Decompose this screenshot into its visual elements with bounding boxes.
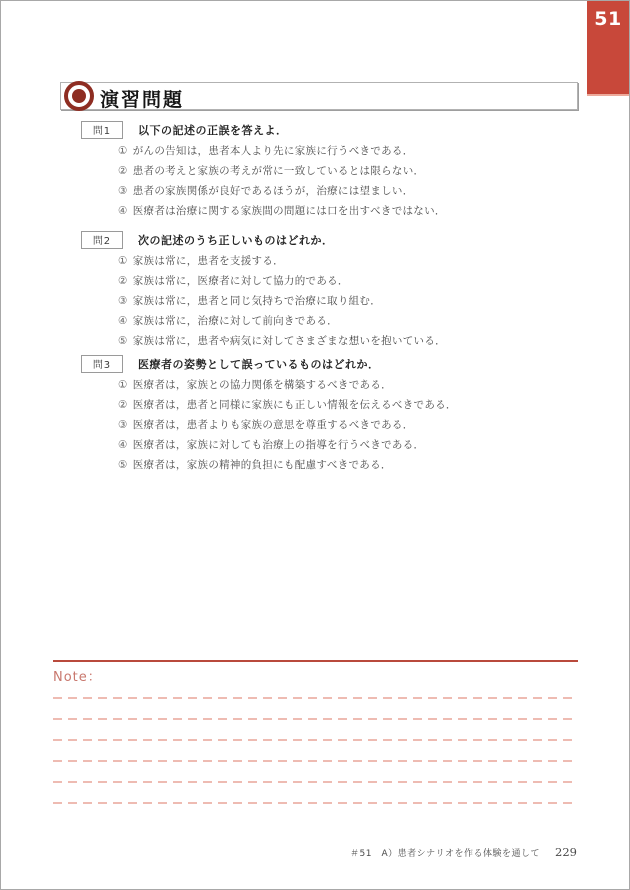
option-text: 医療者は，家族の精神的負担にも配慮すべきである． — [132, 459, 392, 471]
note-section — [53, 660, 578, 823]
option-item — [118, 331, 581, 351]
chapter-number-tab — [587, 1, 629, 96]
option-text: 医療者は，家族との協力関係を構築するべきである． — [132, 379, 392, 391]
option-number: ⑤ — [118, 335, 128, 347]
option-item — [118, 291, 581, 311]
option-item — [118, 141, 581, 161]
question-prompt: 医療者の姿勢として誤っているものはどれか． — [138, 357, 380, 371]
note-line — [53, 781, 578, 783]
option-number: ④ — [118, 439, 128, 451]
option-item — [118, 161, 581, 181]
section-header — [60, 82, 578, 110]
option-item — [118, 311, 581, 331]
option-text: 医療者は，家族に対しても治療上の指導を行うべきである． — [132, 439, 425, 451]
option-number: ① — [118, 379, 128, 391]
question-prompt: 次の記述のうち正しいものはどれか． — [138, 233, 334, 247]
note-line — [53, 718, 578, 720]
option-text: 家族は常に，治療に対して前向きである． — [132, 315, 338, 327]
note-line — [53, 760, 578, 762]
option-number: ④ — [118, 205, 128, 217]
option-number: ② — [118, 275, 128, 287]
option-text: 家族は常に，患者と同じ気持ちで治療に取り組む． — [132, 295, 382, 307]
option-number: ① — [118, 255, 128, 267]
option-text: 家族は常に，医療者に対して協力的である． — [132, 275, 349, 287]
question-block-2 — [81, 230, 581, 351]
option-item — [118, 375, 581, 395]
option-item — [118, 435, 581, 455]
option-item — [118, 271, 581, 291]
question-block-3 — [81, 354, 581, 475]
page-footer — [350, 845, 577, 859]
note-writing-lines — [53, 697, 578, 804]
option-list — [118, 375, 581, 475]
option-text: 医療者は治療に関する家族間の問題には口を出すべきではない． — [132, 205, 446, 217]
note-top-rule — [53, 660, 578, 662]
note-line — [53, 802, 578, 804]
footer-caption: ＃51 A）患者シナリオを作る体験を通して — [350, 849, 541, 859]
option-number: ③ — [118, 185, 128, 197]
option-item — [118, 201, 581, 221]
option-list — [118, 141, 581, 221]
option-item — [118, 415, 581, 435]
option-text: 患者の考えと家族の考えが常に一致しているとは限らない． — [132, 165, 425, 177]
question-label: 問1 — [81, 121, 123, 139]
option-list — [118, 251, 581, 351]
question-block-1 — [81, 120, 581, 221]
bullseye-icon — [64, 81, 94, 111]
option-number: ② — [118, 399, 128, 411]
section-title: 演習問題 — [100, 89, 185, 111]
option-number: ① — [118, 145, 128, 157]
option-text: 医療者は，患者よりも家族の意思を尊重するべきである． — [132, 419, 414, 431]
option-item — [118, 251, 581, 271]
option-number: ④ — [118, 315, 128, 327]
option-number: ③ — [118, 419, 128, 431]
question-prompt: 以下の記述の正誤を答えよ． — [138, 123, 288, 137]
option-item — [118, 395, 581, 415]
question-label: 問2 — [81, 231, 123, 249]
option-text: 家族は常に，患者を支援する． — [132, 255, 284, 267]
note-line — [53, 697, 578, 699]
option-number: ② — [118, 165, 128, 177]
option-item — [118, 181, 581, 201]
option-text: 医療者は，患者と同様に家族にも正しい情報を伝えるべきである． — [132, 399, 457, 411]
option-text: 患者の家族関係が良好であるほうが，治療には望ましい． — [132, 185, 414, 197]
option-number: ⑤ — [118, 459, 128, 471]
question-label: 問3 — [81, 355, 123, 373]
option-text: がんの告知は，患者本人より先に家族に行うべきである． — [132, 145, 414, 157]
option-item — [118, 455, 581, 475]
note-label: Note： — [53, 670, 102, 685]
chapter-number: 51 — [594, 8, 622, 30]
option-number: ③ — [118, 295, 128, 307]
note-line — [53, 739, 578, 741]
page-number: 229 — [555, 845, 577, 859]
option-text: 家族は常に，患者や病気に対してさまざまな想いを抱いている． — [132, 335, 446, 347]
